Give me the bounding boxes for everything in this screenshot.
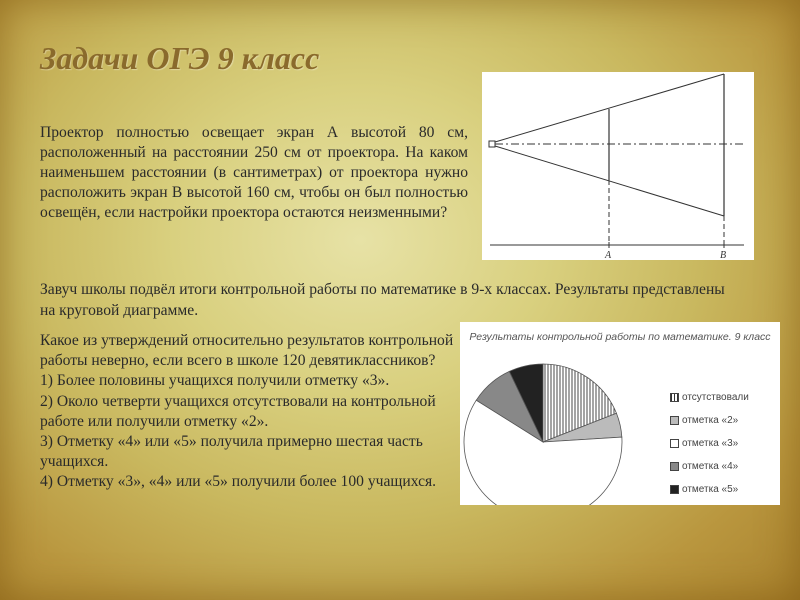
legend-item-3 <box>670 432 778 455</box>
legend-swatch-3 <box>670 439 679 448</box>
label-b: B <box>720 250 727 260</box>
legend-item-5 <box>670 478 778 501</box>
legend-label-2: отметка «2» <box>682 415 739 426</box>
slide-title: Задачи ОГЭ 9 класс <box>40 40 320 76</box>
legend-label-5: отметка «5» <box>682 484 739 495</box>
legend-swatch-2 <box>670 416 679 425</box>
legend-item-1 <box>670 386 778 409</box>
legend-label-4: отметка «4» <box>682 461 739 472</box>
task2-question: Какое из утверждений относительно результатов контрольной работы неверно, если всего в школе 120 девятиклассников? <box>40 332 454 370</box>
task2-question-block <box>40 331 460 493</box>
projector-diagram-svg <box>482 72 754 260</box>
projector-diagram <box>482 72 754 260</box>
task2-intro: Завуч школы подвёл итоги контрольной работы по математике в 9-х классах. Результаты представлены на круговой диаграмме. <box>40 281 725 319</box>
pie-chart-card <box>460 322 780 505</box>
task2-option-4: 4) Отметку «3», «4» или «5» получили более 100 учащихся. <box>40 473 437 491</box>
legend-swatch-1 <box>670 393 679 402</box>
task1-text: Проектор полностью освещает экран А высотой 80 см, расположенный на расстоянии 250 см от проектора. На каком наименьшем расстоянии (в сантиметрах) от проектора нужно расположить экран В высотой 160 см, чтобы он был полностью освещён, если настройки проектора остаются неизменными? <box>40 124 468 221</box>
legend-item-2 <box>670 409 778 432</box>
pie-chart <box>460 322 660 505</box>
legend-swatch-4 <box>670 462 679 471</box>
chart-legend <box>670 386 778 501</box>
legend-label-1: отсутствовали <box>682 392 749 403</box>
task2-option-1: 1) Более половины учащихся получили отметку «3». <box>40 372 390 390</box>
legend-label-3: отметка «3» <box>682 438 739 449</box>
projector-icon <box>489 141 495 147</box>
legend-swatch-5 <box>670 485 679 494</box>
chart-title: Результаты контрольной работы по математике. 9 класс <box>469 331 771 343</box>
legend-item-4 <box>670 455 778 478</box>
task2-option-3: 3) Отметку «4» или «5» получила примерно шестая часть учащихся. <box>40 433 423 471</box>
label-a: A <box>605 250 612 260</box>
task2-option-2: 2) Около четверти учащихся отсутствовали на контрольной работе или получили отметку «2». <box>40 392 436 430</box>
